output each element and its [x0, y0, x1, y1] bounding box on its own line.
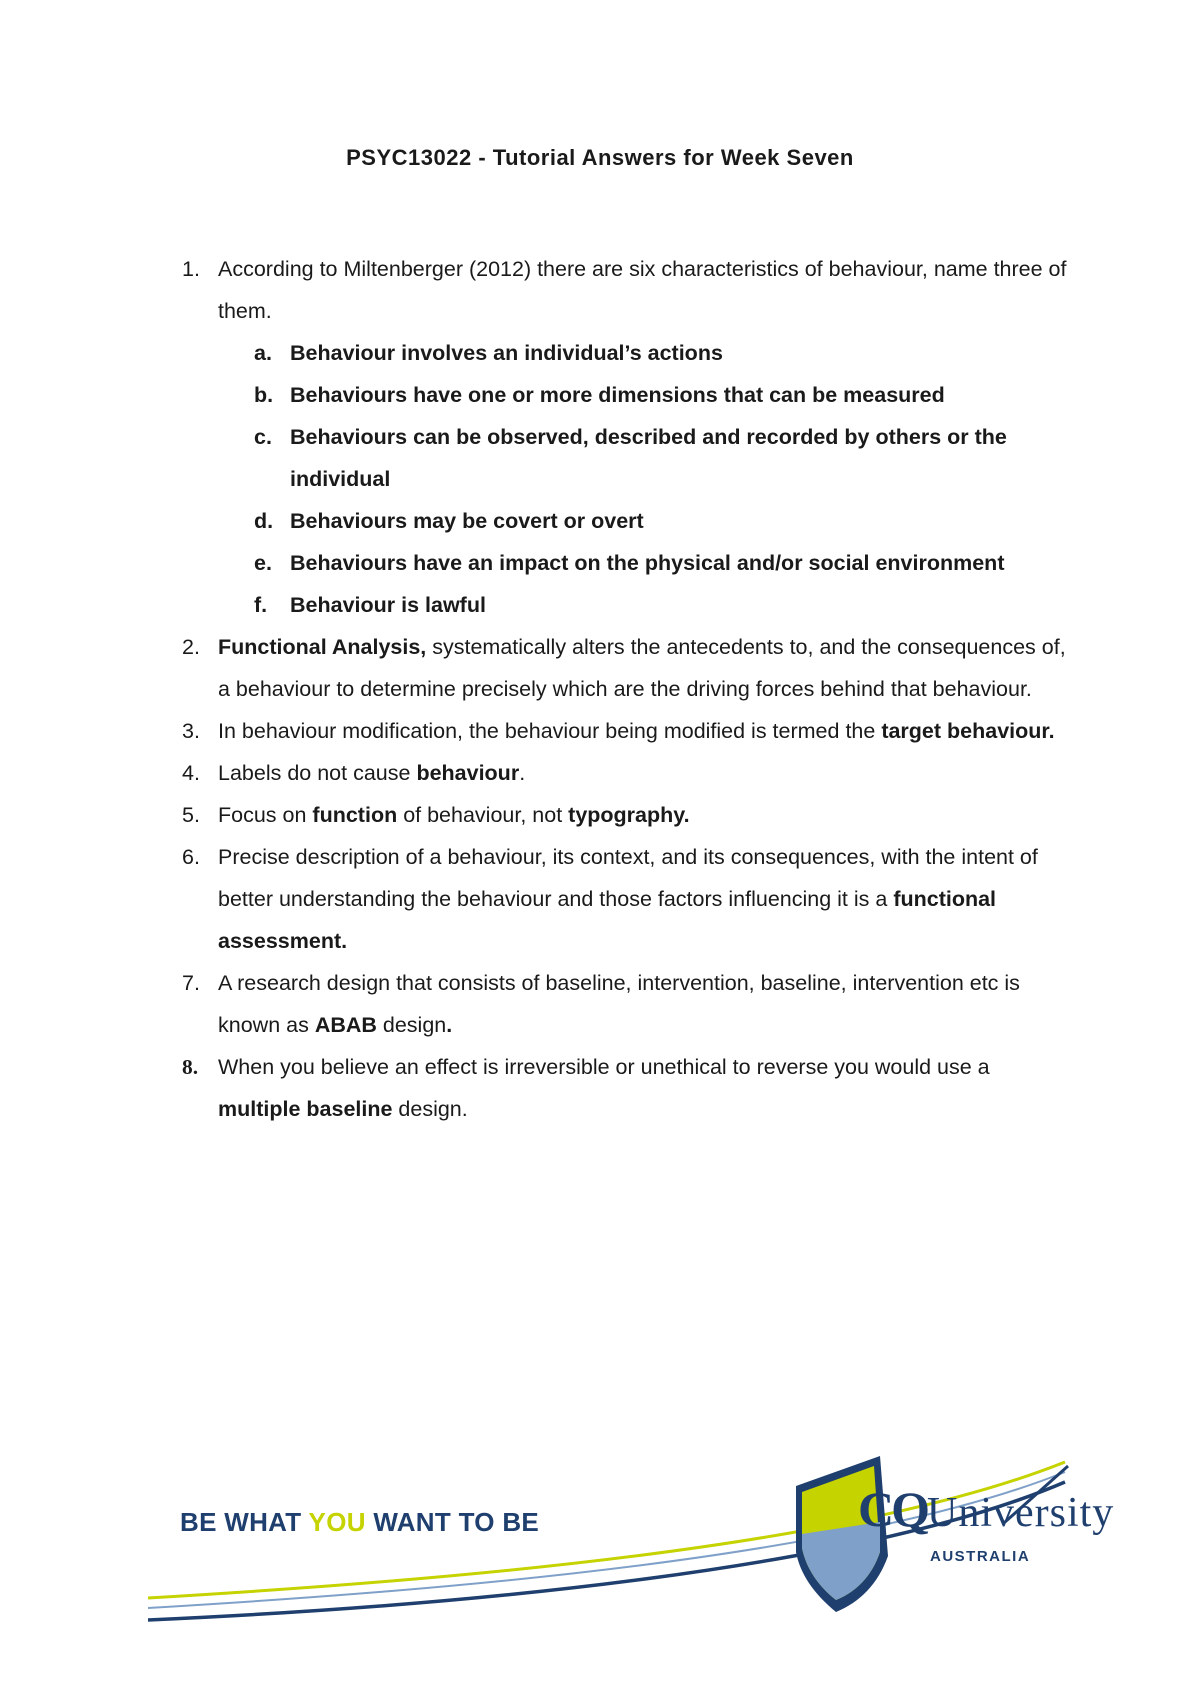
- item-text: Precise description of a behaviour, its context, and its consequences, with the intent of better understanding the behaviour and those factors influencing it is a: [218, 845, 1038, 911]
- sub-text: Behaviours have one or more dimensions that can be measured: [290, 383, 945, 407]
- sub-text: Behaviour involves an individual’s actions: [290, 341, 723, 365]
- sub-text: Behaviours have an impact on the physical and/or social environment: [290, 551, 1005, 575]
- bold-term: typography.: [568, 803, 690, 827]
- item-text-end: design.: [392, 1097, 468, 1121]
- answer-list: [170, 248, 1070, 1130]
- sub-item-e: [218, 542, 1070, 584]
- bold-term: target behaviour.: [881, 719, 1055, 743]
- sub-letter: f.: [254, 593, 268, 617]
- item-text: In behaviour modification, the behaviour being modified is termed the: [218, 719, 882, 743]
- bold-term: behaviour: [416, 761, 520, 785]
- item-number: 8.: [182, 1055, 199, 1079]
- item-number: 7.: [182, 971, 200, 995]
- item-text-end: design: [376, 1013, 447, 1037]
- sub-text: Behaviours can be observed, described and recorded by others or the individual: [290, 425, 1007, 491]
- swoosh-lines-graphic: [0, 1430, 1200, 1650]
- item-number: 1.: [182, 257, 200, 281]
- item-number: 2.: [182, 635, 200, 659]
- logo-university: University: [927, 1490, 1115, 1536]
- page-title: PSYC13022 - Tutorial Answers for Week Seven: [346, 145, 854, 170]
- item-number: 5.: [182, 803, 200, 827]
- tagline-part: BE WHAT: [180, 1507, 309, 1537]
- sub-letter: b.: [254, 383, 274, 407]
- item-text: Focus on: [218, 803, 313, 827]
- answer-item-1: [170, 248, 1070, 626]
- tagline-accent: YOU: [308, 1507, 366, 1537]
- answer-item-7: [170, 962, 1070, 1046]
- sub-list: [218, 332, 1070, 626]
- item-text-mid: of behaviour, not: [397, 803, 569, 827]
- answer-item-8: [170, 1046, 1070, 1130]
- answer-item-5: [170, 794, 1070, 836]
- sub-letter: a.: [254, 341, 272, 365]
- sub-letter: c.: [254, 425, 272, 449]
- university-logo: [858, 1480, 1114, 1538]
- logo-cq: CQ: [858, 1481, 927, 1537]
- item-text: Labels do not cause: [218, 761, 417, 785]
- sub-text: Behaviour is lawful: [290, 593, 486, 617]
- logo-country: AUSTRALIA: [930, 1548, 1031, 1565]
- bold-period: .: [446, 1013, 453, 1037]
- bold-term: ABAB: [314, 1013, 377, 1037]
- sub-item-b: [218, 374, 1070, 416]
- answer-item-3: [170, 710, 1070, 752]
- footer-banner: [0, 1430, 1200, 1650]
- bold-term: Functional Analysis,: [218, 635, 427, 659]
- item-number: 3.: [182, 719, 200, 743]
- sub-text: Behaviours may be covert or overt: [290, 509, 644, 533]
- bold-term: multiple baseline: [218, 1097, 393, 1121]
- bold-term: function: [312, 803, 398, 827]
- item-text: A research design that consists of baseline, intervention, baseline, intervention etc is known as: [218, 971, 1020, 1037]
- item-number: 4.: [182, 761, 200, 785]
- answer-item-4: [170, 752, 1070, 794]
- answer-item-2: [170, 626, 1070, 710]
- item-text-end: .: [519, 761, 526, 785]
- item-number: 6.: [182, 845, 200, 869]
- sub-item-a: [218, 332, 1070, 374]
- sub-letter: e.: [254, 551, 272, 575]
- sub-item-f: [218, 584, 1070, 626]
- tagline-part: WANT TO BE: [365, 1507, 540, 1537]
- sub-letter: d.: [254, 509, 274, 533]
- sub-item-c: [218, 416, 1070, 500]
- item-text: When you believe an effect is irreversible or unethical to reverse you would use a: [218, 1055, 990, 1079]
- sub-item-d: [218, 500, 1070, 542]
- answer-item-6: [170, 836, 1070, 962]
- bold-term: functional assessment.: [218, 887, 997, 953]
- item-text: According to Miltenberger (2012) there are six characteristics of behaviour, name three of them.: [218, 257, 1067, 323]
- tagline: [180, 1507, 539, 1538]
- item-text: systematically alters the antecedents to, and the consequences of, a behaviour to determine precisely which are the driving forces behind that behaviour.: [218, 635, 1066, 701]
